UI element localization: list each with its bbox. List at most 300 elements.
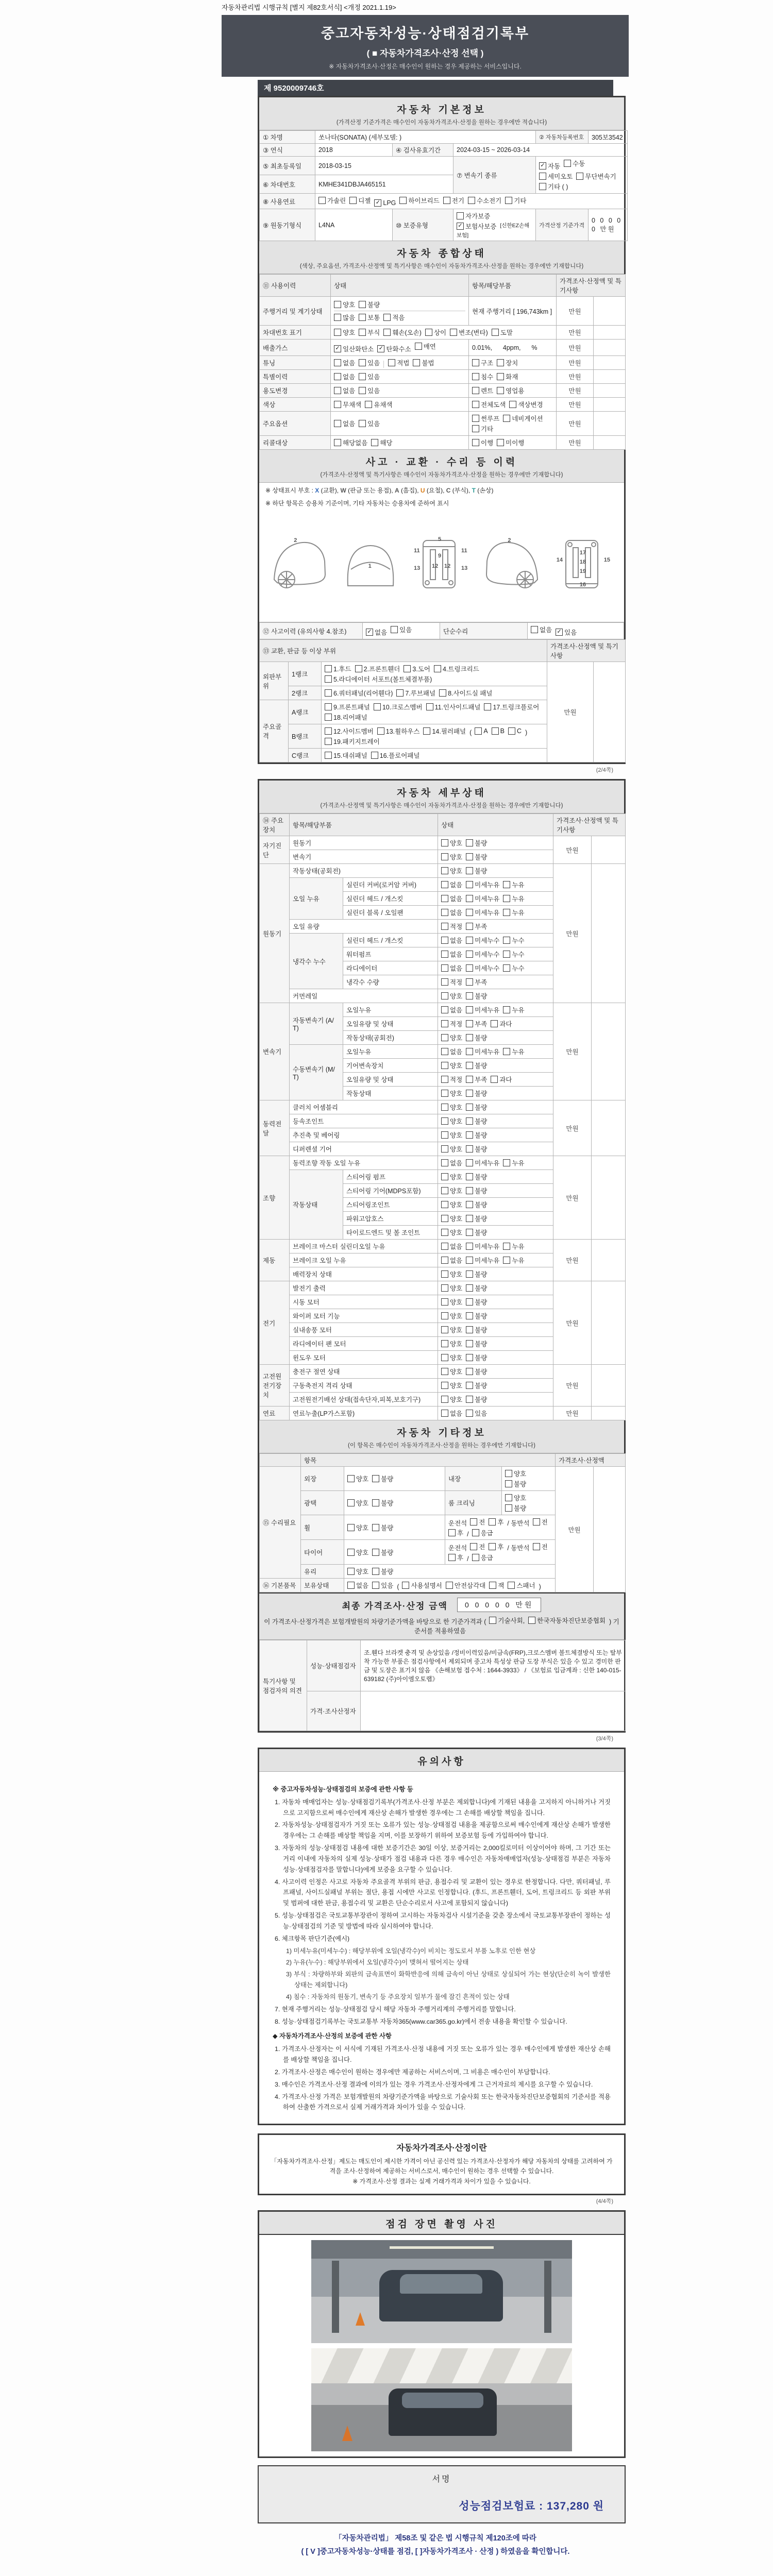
checkbox-누유[interactable] <box>503 1256 524 1265</box>
unchecked-box-icon[interactable] <box>334 373 341 380</box>
unchecked-box-icon[interactable] <box>466 839 473 846</box>
checkbox-불량[interactable] <box>466 1325 487 1334</box>
unchecked-box-icon[interactable] <box>489 1543 496 1550</box>
unchecked-box-icon[interactable] <box>466 1270 473 1278</box>
unchecked-box-icon[interactable] <box>334 301 341 308</box>
unchecked-box-icon[interactable] <box>347 1582 355 1589</box>
checkbox-변조(변타)[interactable] <box>450 328 488 337</box>
unchecked-box-icon[interactable] <box>325 675 332 683</box>
checkbox-기술사회,[interactable] <box>489 1616 525 1625</box>
unchecked-box-icon[interactable] <box>505 1504 512 1512</box>
checkbox-부족[interactable] <box>466 977 487 987</box>
checkbox-있음[interactable] <box>556 628 577 637</box>
unchecked-box-icon[interactable] <box>466 992 473 999</box>
unchecked-box-icon[interactable] <box>472 425 479 432</box>
checkbox-없음[interactable] <box>441 1005 462 1014</box>
unchecked-box-icon[interactable] <box>466 1006 473 1013</box>
checkbox-누유[interactable] <box>503 1047 524 1056</box>
unchecked-box-icon[interactable] <box>334 439 341 446</box>
unchecked-box-icon[interactable] <box>359 373 366 380</box>
checkbox-불량[interactable] <box>466 1353 487 1362</box>
checkbox-없음[interactable] <box>531 625 552 634</box>
checkbox-많음[interactable] <box>334 313 355 322</box>
checkbox-4.트렁크리드[interactable] <box>434 664 479 673</box>
checkbox-응급[interactable] <box>472 1528 493 1537</box>
checkbox-자동[interactable] <box>539 161 560 171</box>
checkbox-불량[interactable] <box>466 1283 487 1293</box>
checkbox-13.휠하우스[interactable] <box>377 726 420 736</box>
unchecked-box-icon[interactable] <box>441 1270 448 1278</box>
checkbox-응급[interactable] <box>472 1553 493 1562</box>
checkbox-불량[interactable] <box>466 838 487 848</box>
unchecked-box-icon[interactable] <box>371 439 378 446</box>
checkbox-기타[interactable] <box>505 196 526 205</box>
checkbox-7.루브패널[interactable] <box>396 688 435 698</box>
checkbox-불량[interactable] <box>466 991 487 1001</box>
checkbox-영업용[interactable] <box>497 386 524 395</box>
checkbox-불량[interactable] <box>466 866 487 875</box>
unchecked-box-icon[interactable] <box>441 895 448 902</box>
checkbox-양호[interactable] <box>441 1144 462 1154</box>
checkbox-11.인사이드패널[interactable] <box>426 702 481 711</box>
checkbox-양호[interactable] <box>441 991 462 1001</box>
unchecked-box-icon[interactable] <box>383 314 391 321</box>
checkbox-불량[interactable] <box>466 1130 487 1140</box>
unchecked-box-icon[interactable] <box>441 1396 448 1403</box>
checkbox-미세누유[interactable] <box>466 908 499 917</box>
checkbox-한국자동차진단보증협회[interactable] <box>528 1616 606 1625</box>
unchecked-box-icon[interactable] <box>472 439 479 446</box>
checkbox-6.쿼터패널(리어휀다)[interactable] <box>325 688 393 698</box>
unchecked-box-icon[interactable] <box>472 401 479 408</box>
checkbox-있음[interactable] <box>466 1409 487 1418</box>
unchecked-box-icon[interactable] <box>472 1529 479 1536</box>
checkbox-양호[interactable] <box>347 1498 368 1507</box>
checkbox-일산화탄소[interactable] <box>334 344 374 353</box>
unchecked-box-icon[interactable] <box>497 373 504 380</box>
checkbox-누유[interactable] <box>503 1242 524 1251</box>
checkbox-미세누유[interactable] <box>466 1047 499 1056</box>
unchecked-box-icon[interactable] <box>466 1090 473 1097</box>
unchecked-box-icon[interactable] <box>377 727 384 735</box>
unchecked-box-icon[interactable] <box>508 1582 515 1589</box>
unchecked-box-icon[interactable] <box>441 1215 448 1222</box>
checkbox-후[interactable] <box>489 1542 503 1551</box>
unchecked-box-icon[interactable] <box>441 881 448 888</box>
checkbox-무채색[interactable] <box>334 400 361 409</box>
checkbox-미세누유[interactable] <box>466 880 499 889</box>
checkbox-불량[interactable] <box>505 1479 526 1488</box>
checked-box-icon[interactable]: ✓ <box>374 199 381 207</box>
checkbox-스패너[interactable] <box>508 1581 535 1590</box>
checkbox-양호[interactable] <box>441 1269 462 1279</box>
unchecked-box-icon[interactable] <box>466 895 473 902</box>
checkbox-후[interactable] <box>489 1517 503 1527</box>
checkbox-불량[interactable] <box>372 1567 393 1576</box>
checkbox-미세누유[interactable] <box>466 1242 499 1251</box>
unchecked-box-icon[interactable] <box>415 343 422 350</box>
checkbox-부족[interactable] <box>466 1075 487 1084</box>
checkbox-보통[interactable] <box>359 313 380 322</box>
checkbox-매연[interactable] <box>415 342 436 351</box>
unchecked-box-icon[interactable] <box>334 401 341 408</box>
unchecked-box-icon[interactable] <box>365 401 372 408</box>
checkbox-양호[interactable] <box>347 1548 368 1557</box>
unchecked-box-icon[interactable] <box>423 727 430 735</box>
unchecked-box-icon[interactable] <box>503 951 510 958</box>
checkbox-불량[interactable] <box>466 1200 487 1209</box>
checkbox-불량[interactable] <box>466 1172 487 1181</box>
checkbox-탄화수소[interactable] <box>377 344 411 353</box>
checkbox-양호[interactable] <box>441 1130 462 1140</box>
checkbox-양호[interactable] <box>441 1325 462 1334</box>
unchecked-box-icon[interactable] <box>497 359 504 366</box>
checked-box-icon[interactable]: ✓ <box>377 345 384 352</box>
unchecked-box-icon[interactable] <box>441 1326 448 1333</box>
unchecked-box-icon[interactable] <box>318 197 326 204</box>
unchecked-box-icon[interactable] <box>466 1131 473 1139</box>
unchecked-box-icon[interactable] <box>466 1298 473 1306</box>
checked-box-icon[interactable]: ✓ <box>366 629 373 636</box>
checkbox-19.패키지트레이[interactable] <box>325 737 380 746</box>
unchecked-box-icon[interactable] <box>441 1410 448 1417</box>
checkbox-없음[interactable] <box>441 1047 462 1056</box>
checkbox-가솔린[interactable] <box>318 196 346 205</box>
checkbox-렌트[interactable] <box>472 386 493 395</box>
checkbox-보험사보증[interactable] <box>457 222 496 231</box>
unchecked-box-icon[interactable] <box>466 1257 473 1264</box>
unchecked-box-icon[interactable] <box>472 387 479 394</box>
checkbox-누유[interactable] <box>503 894 524 903</box>
checkbox-5.라디에이터 서포트(볼트체결부품)[interactable] <box>325 674 432 684</box>
checkbox-불량[interactable] <box>466 1214 487 1223</box>
checkbox-기타 ( )[interactable] <box>539 182 568 191</box>
checkbox-유채색[interactable] <box>365 400 392 409</box>
checkbox-불량[interactable] <box>466 1339 487 1348</box>
checkbox-양호[interactable] <box>347 1567 368 1576</box>
checkbox-양호[interactable] <box>334 300 355 309</box>
unchecked-box-icon[interactable] <box>539 183 546 190</box>
checkbox-잭[interactable] <box>489 1581 504 1590</box>
unchecked-box-icon[interactable] <box>347 1549 355 1556</box>
unchecked-box-icon[interactable] <box>539 173 546 180</box>
checkbox-있음[interactable] <box>372 1581 393 1590</box>
unchecked-box-icon[interactable] <box>441 1006 448 1013</box>
checkbox-미세누유[interactable] <box>466 1158 499 1167</box>
unchecked-box-icon[interactable] <box>441 923 448 930</box>
unchecked-box-icon[interactable] <box>466 1020 473 1027</box>
unchecked-box-icon[interactable] <box>441 1020 448 1027</box>
checkbox-불량[interactable] <box>505 1503 526 1513</box>
checkbox-누수[interactable] <box>503 963 524 973</box>
unchecked-box-icon[interactable] <box>441 1131 448 1139</box>
checkbox-없음[interactable] <box>441 894 462 903</box>
checkbox-양호[interactable] <box>505 1469 526 1478</box>
unchecked-box-icon[interactable] <box>489 1582 496 1589</box>
unchecked-box-icon[interactable] <box>466 1243 473 1250</box>
checkbox-적정[interactable] <box>441 977 462 987</box>
unchecked-box-icon[interactable] <box>325 727 332 735</box>
unchecked-box-icon[interactable] <box>441 964 448 972</box>
unchecked-box-icon[interactable] <box>334 329 341 336</box>
unchecked-box-icon[interactable] <box>441 1104 448 1111</box>
unchecked-box-icon[interactable] <box>441 853 448 860</box>
unchecked-box-icon[interactable] <box>503 895 510 902</box>
unchecked-box-icon[interactable] <box>466 1062 473 1069</box>
unchecked-box-icon[interactable] <box>457 212 464 219</box>
checkbox-불량[interactable] <box>466 1228 487 1237</box>
checkbox-양호[interactable] <box>334 328 355 337</box>
checkbox-불량[interactable] <box>372 1474 393 1483</box>
checkbox-없음[interactable] <box>347 1581 368 1590</box>
checkbox-없음[interactable] <box>334 386 355 395</box>
unchecked-box-icon[interactable] <box>491 1076 498 1083</box>
checkbox-불량[interactable] <box>466 1395 487 1404</box>
checkbox-기타[interactable] <box>472 424 493 433</box>
checkbox-불량[interactable] <box>372 1498 393 1507</box>
checkbox-해당없음[interactable] <box>334 438 367 447</box>
unchecked-box-icon[interactable] <box>505 197 512 204</box>
unchecked-box-icon[interactable] <box>505 1470 512 1477</box>
unchecked-box-icon[interactable] <box>441 1048 448 1055</box>
checkbox-불량[interactable] <box>466 852 487 861</box>
checkbox-양호[interactable] <box>441 866 462 875</box>
checkbox-세미오토[interactable] <box>539 172 573 181</box>
checkbox-양호[interactable] <box>441 852 462 861</box>
unchecked-box-icon[interactable] <box>441 1312 448 1319</box>
checkbox-17.트렁크플로어[interactable] <box>484 702 539 711</box>
checkbox-적정[interactable] <box>441 1075 462 1084</box>
checkbox-없음[interactable] <box>334 372 355 381</box>
unchecked-box-icon[interactable] <box>497 387 504 394</box>
checkbox-12.사이드멤버[interactable] <box>325 726 374 736</box>
unchecked-box-icon[interactable] <box>334 314 341 321</box>
unchecked-box-icon[interactable] <box>372 1568 379 1575</box>
checkbox-불량[interactable] <box>466 1103 487 1112</box>
unchecked-box-icon[interactable] <box>503 1006 510 1013</box>
checkbox-장치[interactable] <box>497 358 518 367</box>
unchecked-box-icon[interactable] <box>503 937 510 944</box>
checkbox-없음[interactable] <box>441 908 462 917</box>
unchecked-box-icon[interactable] <box>441 1090 448 1097</box>
checkbox-과다[interactable] <box>491 1019 512 1028</box>
checkbox-없음[interactable] <box>441 1242 462 1251</box>
checkbox-불법[interactable] <box>413 358 434 367</box>
checkbox-불량[interactable] <box>372 1548 393 1557</box>
checkbox-불량[interactable] <box>359 300 380 309</box>
checkbox-적음[interactable] <box>383 313 405 322</box>
checkbox-없음[interactable] <box>334 358 355 367</box>
unchecked-box-icon[interactable] <box>492 329 499 336</box>
checkbox-없음[interactable] <box>441 1409 462 1418</box>
unchecked-box-icon[interactable] <box>441 1034 448 1041</box>
unchecked-box-icon[interactable] <box>503 1257 510 1264</box>
unchecked-box-icon[interactable] <box>441 909 448 916</box>
checkbox-있음[interactable] <box>359 358 380 367</box>
unchecked-box-icon[interactable] <box>441 1354 448 1361</box>
unchecked-box-icon[interactable] <box>466 1340 473 1347</box>
checkbox-불량[interactable] <box>466 1297 487 1307</box>
checkbox-누유[interactable] <box>503 880 524 889</box>
unchecked-box-icon[interactable] <box>466 1034 473 1041</box>
unchecked-box-icon[interactable] <box>503 881 510 888</box>
unchecked-box-icon[interactable] <box>441 1243 448 1250</box>
unchecked-box-icon[interactable] <box>383 329 391 336</box>
unchecked-box-icon[interactable] <box>533 1543 540 1550</box>
checkbox-있음[interactable] <box>359 419 380 428</box>
unchecked-box-icon[interactable] <box>391 626 398 633</box>
checkbox-전기[interactable] <box>443 196 464 205</box>
checkbox-수소전기[interactable] <box>468 196 501 205</box>
checkbox-미세누수[interactable] <box>466 936 499 945</box>
checkbox-양호[interactable] <box>441 1381 462 1390</box>
checkbox-무단변속기[interactable] <box>576 172 616 181</box>
checkbox-전체도색[interactable] <box>472 400 506 409</box>
unchecked-box-icon[interactable] <box>503 964 510 972</box>
unchecked-box-icon[interactable] <box>466 1368 473 1375</box>
unchecked-box-icon[interactable] <box>372 1582 379 1589</box>
checkbox-16.플로어패널[interactable] <box>371 751 420 760</box>
checkbox-전[interactable] <box>470 1542 485 1551</box>
unchecked-box-icon[interactable] <box>441 1145 448 1153</box>
checkbox-미세누유[interactable] <box>466 894 499 903</box>
checkbox-부식[interactable] <box>359 328 380 337</box>
unchecked-box-icon[interactable] <box>448 1529 456 1536</box>
checkbox-구조[interactable] <box>472 358 493 367</box>
unchecked-box-icon[interactable] <box>325 752 332 759</box>
unchecked-box-icon[interactable] <box>466 1229 473 1236</box>
unchecked-box-icon[interactable] <box>441 1201 448 1208</box>
unchecked-box-icon[interactable] <box>503 1048 510 1055</box>
checkbox-양호[interactable] <box>441 1311 462 1320</box>
checkbox-후[interactable] <box>448 1553 463 1562</box>
checkbox-양호[interactable] <box>441 1395 462 1404</box>
checked-box-icon[interactable]: ✓ <box>539 162 546 170</box>
checkbox-양호[interactable] <box>441 1297 462 1307</box>
unchecked-box-icon[interactable] <box>443 197 450 204</box>
unchecked-box-icon[interactable] <box>446 1582 453 1589</box>
checkbox-전[interactable] <box>533 1542 548 1551</box>
unchecked-box-icon[interactable] <box>466 1048 473 1055</box>
checkbox-LPG[interactable] <box>374 199 396 207</box>
unchecked-box-icon[interactable] <box>484 703 491 710</box>
unchecked-box-icon[interactable] <box>503 909 510 916</box>
unchecked-box-icon[interactable] <box>531 626 538 633</box>
unchecked-box-icon[interactable] <box>509 401 516 408</box>
checkbox-없음[interactable] <box>441 1256 462 1265</box>
unchecked-box-icon[interactable] <box>439 689 446 697</box>
checkbox-미세누수[interactable] <box>466 963 499 973</box>
checkbox-적정[interactable] <box>441 1019 462 1028</box>
checkbox-양호[interactable] <box>441 1172 462 1181</box>
checked-box-icon[interactable]: ✓ <box>457 223 464 230</box>
unchecked-box-icon[interactable] <box>374 703 381 710</box>
checkbox-3.도어[interactable] <box>404 664 430 673</box>
unchecked-box-icon[interactable] <box>475 727 482 735</box>
unchecked-box-icon[interactable] <box>441 992 448 999</box>
checkbox-썬루프[interactable] <box>472 414 499 423</box>
unchecked-box-icon[interactable] <box>466 978 473 986</box>
unchecked-box-icon[interactable] <box>466 1104 473 1111</box>
checkbox-불량[interactable] <box>466 1311 487 1320</box>
checkbox-있음[interactable] <box>391 625 412 634</box>
checkbox-안전삼각대[interactable] <box>446 1581 485 1590</box>
checked-box-icon[interactable]: ✓ <box>334 345 341 352</box>
unchecked-box-icon[interactable] <box>450 329 457 336</box>
unchecked-box-icon[interactable] <box>325 703 332 710</box>
unchecked-box-icon[interactable] <box>441 937 448 944</box>
unchecked-box-icon[interactable] <box>355 665 362 672</box>
checkbox-양호[interactable] <box>347 1523 368 1532</box>
checked-box-icon[interactable]: ✓ <box>556 629 563 636</box>
checkbox-불량[interactable] <box>466 1367 487 1376</box>
unchecked-box-icon[interactable] <box>334 359 341 366</box>
unchecked-box-icon[interactable] <box>472 373 479 380</box>
unchecked-box-icon[interactable] <box>505 1494 512 1501</box>
unchecked-box-icon[interactable] <box>505 1480 512 1487</box>
checkbox-불량[interactable] <box>466 1381 487 1390</box>
checkbox-누유[interactable] <box>503 908 524 917</box>
unchecked-box-icon[interactable] <box>441 1382 448 1389</box>
unchecked-box-icon[interactable] <box>466 1201 473 1208</box>
unchecked-box-icon[interactable] <box>466 1076 473 1083</box>
checkbox-없음[interactable] <box>441 950 462 959</box>
checkbox-C[interactable] <box>508 727 522 735</box>
unchecked-box-icon[interactable] <box>359 301 366 308</box>
checkbox-부족[interactable] <box>466 1019 487 1028</box>
checkbox-미세누유[interactable] <box>466 1005 499 1014</box>
unchecked-box-icon[interactable] <box>441 1298 448 1306</box>
unchecked-box-icon[interactable] <box>402 1582 409 1589</box>
unchecked-box-icon[interactable] <box>426 703 433 710</box>
unchecked-box-icon[interactable] <box>470 1518 477 1526</box>
checkbox-양호[interactable] <box>441 1367 462 1376</box>
unchecked-box-icon[interactable] <box>489 1617 496 1624</box>
checkbox-부족[interactable] <box>466 922 487 931</box>
checkbox-해당[interactable] <box>371 438 392 447</box>
unchecked-box-icon[interactable] <box>347 1499 355 1506</box>
checkbox-10.크로스멤버[interactable] <box>374 702 423 711</box>
checkbox-전[interactable] <box>533 1517 548 1527</box>
unchecked-box-icon[interactable] <box>441 1284 448 1292</box>
checkbox-불량[interactable] <box>466 1033 487 1042</box>
unchecked-box-icon[interactable] <box>528 1617 535 1624</box>
checkbox-A[interactable] <box>475 727 488 735</box>
unchecked-box-icon[interactable] <box>466 1173 473 1180</box>
unchecked-box-icon[interactable] <box>359 314 366 321</box>
unchecked-box-icon[interactable] <box>466 1396 473 1403</box>
checkbox-불량[interactable] <box>372 1523 393 1532</box>
unchecked-box-icon[interactable] <box>334 387 341 394</box>
unchecked-box-icon[interactable] <box>466 964 473 972</box>
unchecked-box-icon[interactable] <box>503 415 510 422</box>
unchecked-box-icon[interactable] <box>425 329 432 336</box>
checkbox-없음[interactable] <box>441 936 462 945</box>
checkbox-양호[interactable] <box>441 1228 462 1237</box>
checkbox-양호[interactable] <box>441 1200 462 1209</box>
checkbox-8.사이드실 패널[interactable] <box>439 688 492 698</box>
unchecked-box-icon[interactable] <box>508 727 515 735</box>
unchecked-box-icon[interactable] <box>325 714 332 721</box>
checkbox-없음[interactable] <box>366 628 387 637</box>
unchecked-box-icon[interactable] <box>466 853 473 860</box>
unchecked-box-icon[interactable] <box>404 665 411 672</box>
unchecked-box-icon[interactable] <box>347 1524 355 1531</box>
unchecked-box-icon[interactable] <box>441 839 448 846</box>
checkbox-2.프론트휀더[interactable] <box>355 664 400 673</box>
checkbox-누수[interactable] <box>503 950 524 959</box>
unchecked-box-icon[interactable] <box>470 1543 477 1550</box>
